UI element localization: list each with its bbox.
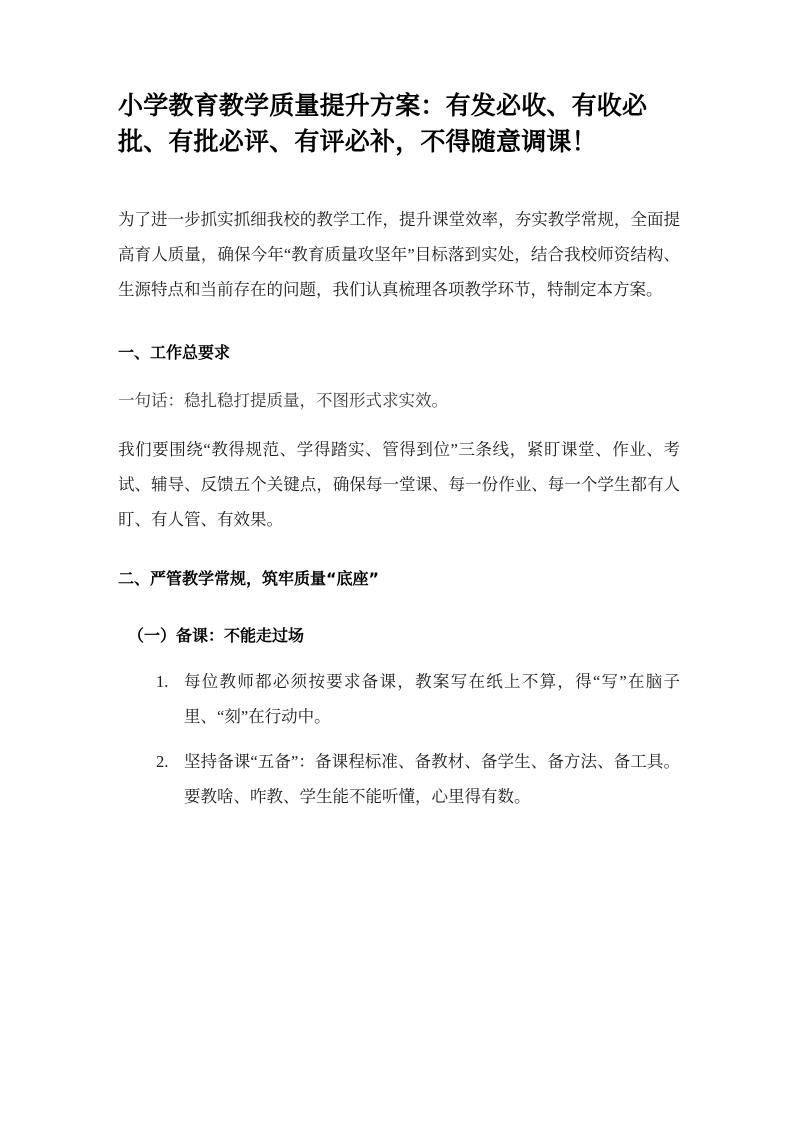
list-item: 坚持备课“五备”：备课程标准、备教材、备学生、备方法、备工具。要教啥、咋教、学生能不能听懂，心里得有数。: [184, 751, 680, 806]
section-1-paragraph-1: 一句话：稳扎稳打提质量，不图形式求实效。: [118, 391, 448, 411]
intro-paragraph: 为了进一步抓实抓细我校的教学工作，提升课堂效率，夯实教学常规，全面提高育人质量，确保今年“教育质量攻坚年”目标落到实处，结合我校师资结构、生源特点和当前存在的问题，我们认真梳理各项教学环节，特制定本方案。: [118, 210, 680, 299]
section-heading-1: 一、工作总要求: [118, 342, 231, 362]
numbered-list: [118, 665, 680, 815]
document-body: [118, 88, 680, 825]
section-1-paragraph-2: 我们要围绕“教得规范、学得踏实、管得到位”三条线，紧盯课堂、作业、考试、辅导、反馈五个关键点，确保每一堂课、每一份作业、每一个学生都有人盯、有人管、有效果。: [118, 440, 680, 530]
subsection-heading-2-1: （一）备课：不能走过场: [128, 625, 305, 645]
section-heading-2: 二、严管教学常规，筑牢质量“底座”: [118, 569, 380, 589]
page-title: 小学教育教学质量提升方案：有发必收、有收必批、有批必评、有评必补，不得随意调课！: [118, 91, 648, 156]
list-item: 每位教师都必须按要求备课，教案写在纸上不算，得“写”在脑子里、“刻”在行动中。: [184, 671, 680, 726]
